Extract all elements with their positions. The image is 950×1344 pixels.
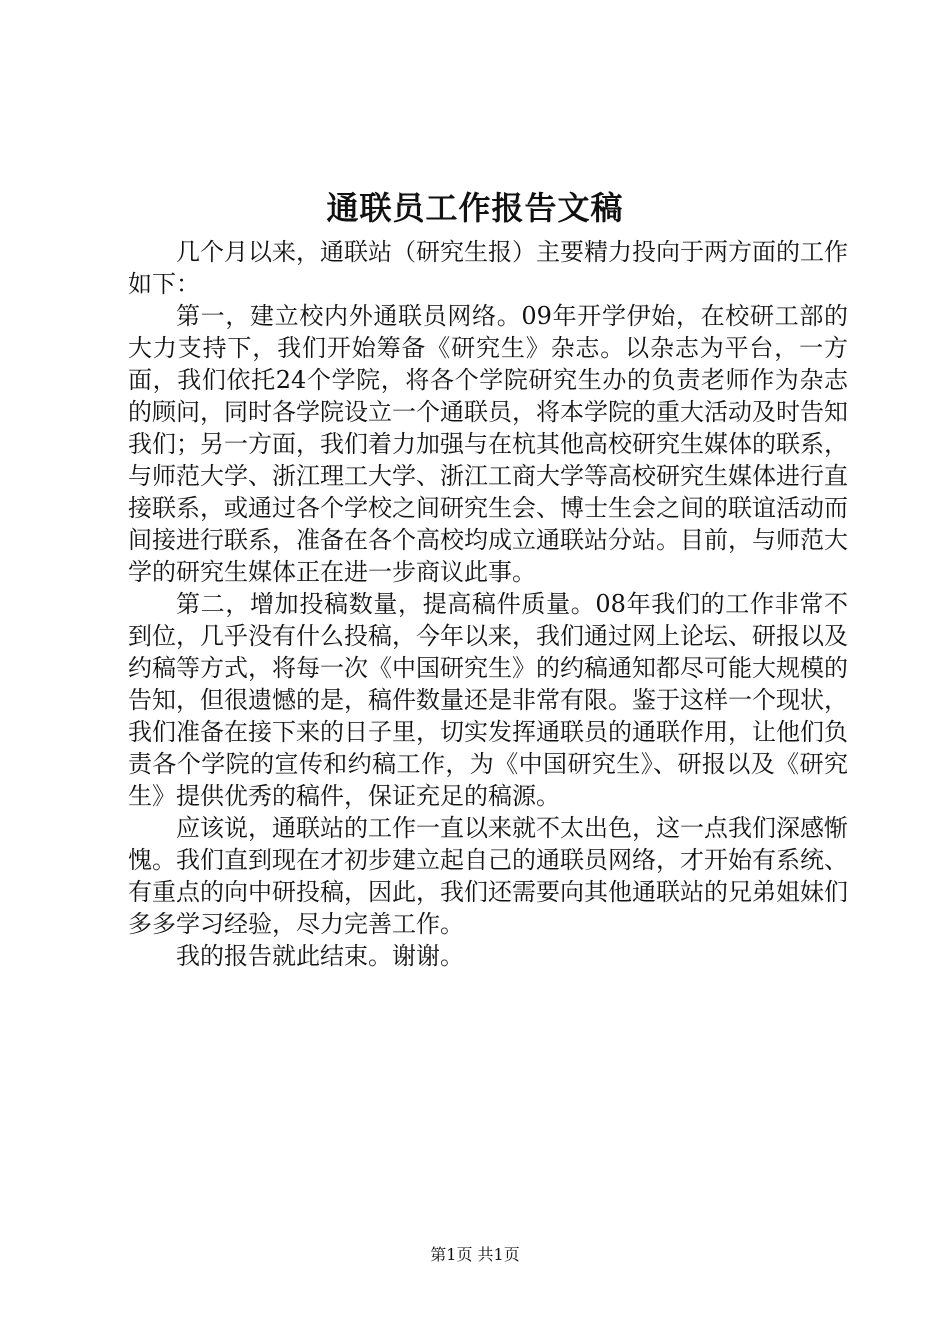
page-number-footer: 第1页 共1页: [430, 1245, 520, 1264]
document-title: 通联员工作报告文稿: [326, 189, 624, 227]
paragraph-closing: 我的报告就此结束。谢谢。: [176, 942, 464, 970]
paragraph-intro: 几个月以来，通联站（研究生报）主要精力投向于两方面的工作如下：: [128, 238, 848, 298]
paragraph-reflection: 应该说，通联站的工作一直以来就不太出色，这一点我们深感惭愧。我们直到现在才初步建立起自己的通联员网络，才开始有系统、有重点的向中研投稿，因此，我们还需要向其他通联站的兄弟姐妹们多多学习经验，尽力完善工作。: [128, 814, 848, 938]
paragraph-first-point: 第一，建立校内外通联员网络。09年开学伊始，在校研工部的大力支持下，我们开始筹备《研究生》杂志。以杂志为平台，一方面，我们依托24个学院，将各个学院研究生办的负责老师作为杂志的顾问，同时各学院设立一个通联员，将本学院的重大活动及时告知我们；另一方面，我们着力加强与在杭其他高校研究生媒体的联系，与师范大学、浙江理工大学、浙江工商大学等高校研究生媒体进行直接联系，或通过各个学校之间研究生会、博士生会之间的联谊活动而间接进行联系，准备在各个高校均成立通联站分站。目前，与师范大学的研究生媒体正在进一步商议此事。: [128, 302, 848, 586]
document-body: [128, 236, 848, 972]
paragraph-second-point: 第二，增加投稿数量，提高稿件质量。08年我们的工作非常不到位，几乎没有什么投稿，今年以来，我们通过网上论坛、研报以及约稿等方式，将每一次《中国研究生》的约稿通知都尽可能大规模的告知，但很遗憾的是，稿件数量还是非常有限。鉴于这样一个现状，我们准备在接下来的日子里，切实发挥通联员的通联作用，让他们负责各个学院的宣传和约稿工作，为《中国研究生》、研报以及《研究生》提供优秀的稿件，保证充足的稿源。: [128, 590, 848, 810]
